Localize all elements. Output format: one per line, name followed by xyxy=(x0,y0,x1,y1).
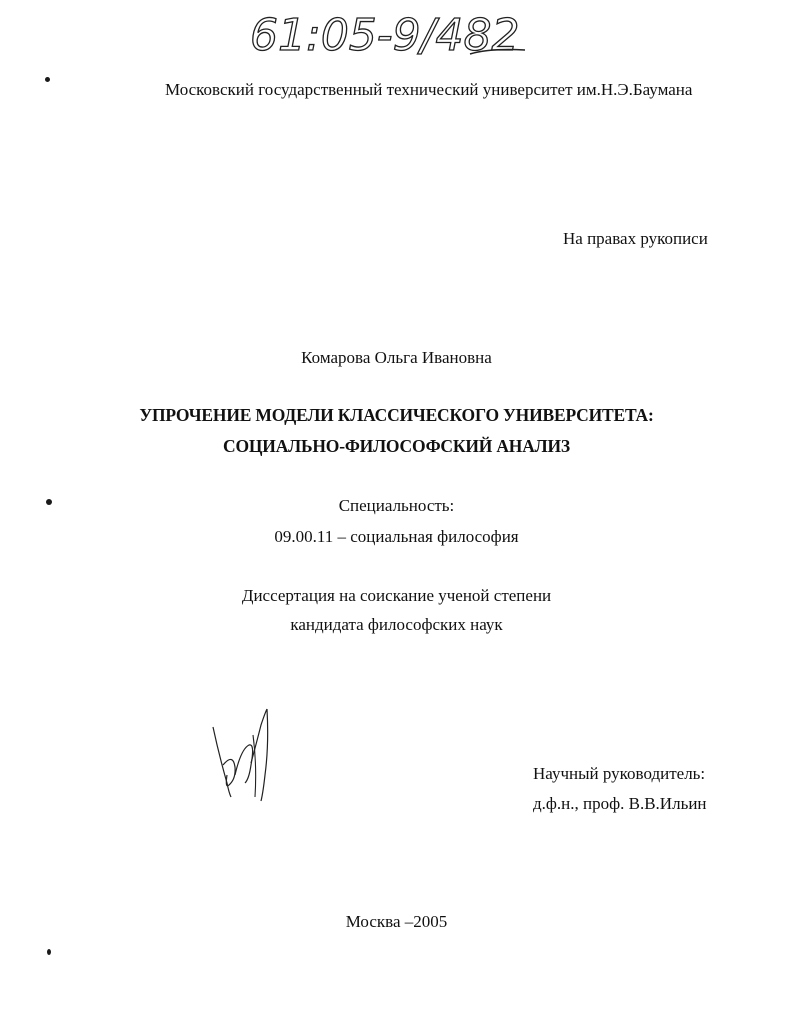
degree-line2: кандидата философских наук xyxy=(290,615,503,634)
author-name: Комарова Ольга Ивановна xyxy=(301,348,492,367)
scan-speck xyxy=(45,77,50,82)
city-year: Москва –2005 xyxy=(345,912,448,931)
archive-number-text: 61:05-9/482 xyxy=(250,10,520,61)
specialty-value: 09.00.11 – социальная философия xyxy=(274,527,519,546)
signature-image xyxy=(205,705,285,805)
supervisor-name: д.ф.н., проф. В.В.Ильин xyxy=(533,794,707,813)
archive-number-handwritten xyxy=(240,4,540,66)
dissertation-title-line1: УПРОЧЕНИЕ МОДЕЛИ КЛАССИЧЕСКОГО УНИВЕРСИТЕТА: xyxy=(139,405,654,425)
scan-speck xyxy=(47,949,51,955)
supervisor-label: Научный руководитель: xyxy=(533,764,706,783)
institution-name: Московский государственный технический университет им.Н.Э.Баумана xyxy=(165,80,693,99)
degree-line1: Диссертация на соискание ученой степени xyxy=(241,586,552,605)
manuscript-rights-note: На правах рукописи xyxy=(563,229,708,248)
dissertation-title-line2: СОЦИАЛЬНО-ФИЛОСОФСКИЙ АНАЛИЗ xyxy=(223,436,570,456)
specialty-label: Специальность: xyxy=(338,496,455,515)
